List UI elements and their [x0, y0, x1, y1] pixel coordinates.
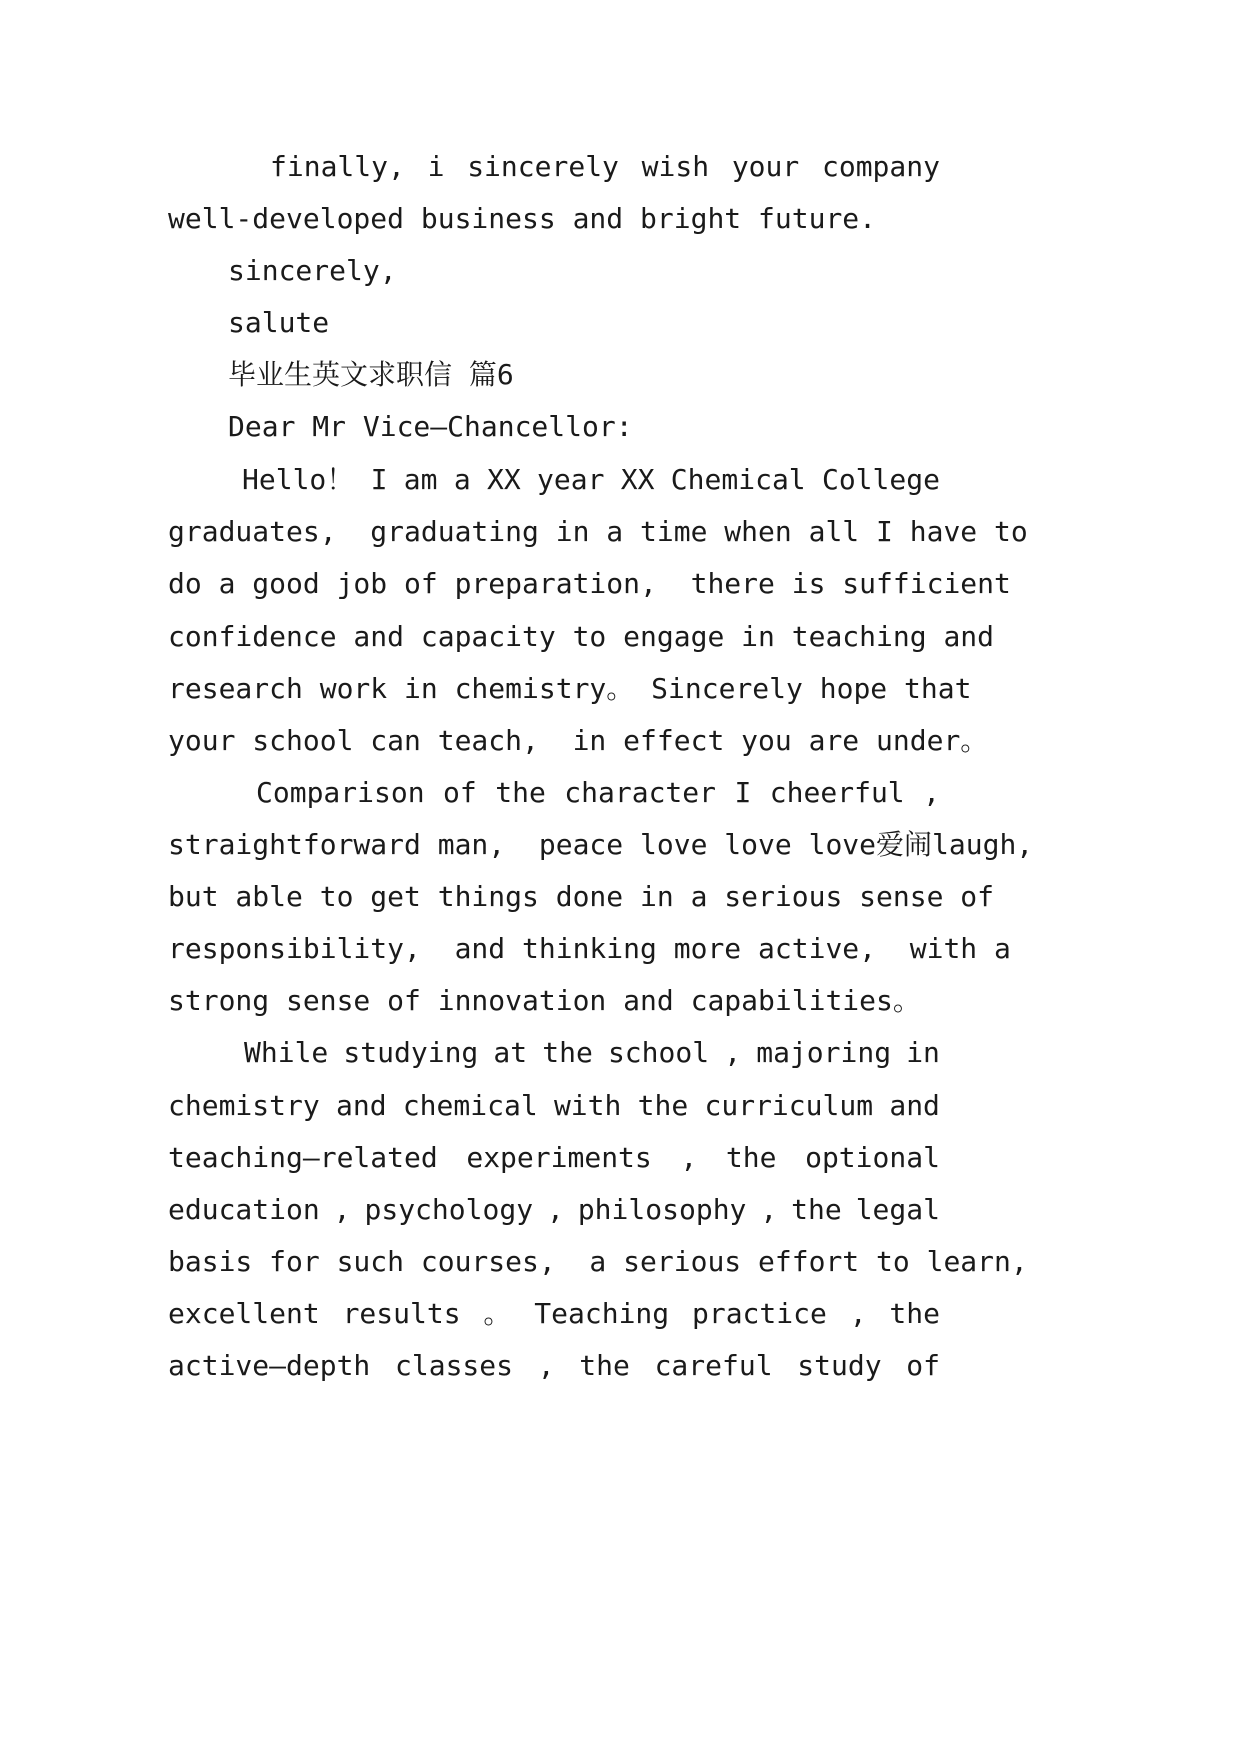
- word: ,: [724, 1036, 742, 1069]
- word: ,: [923, 776, 940, 809]
- para3-line5: strong sense of innovation and capabilities。: [168, 984, 921, 1017]
- word: chemistry: [168, 1089, 320, 1122]
- para4-line7: [168, 1346, 940, 1386]
- para3-line1: [256, 773, 940, 813]
- word: the: [495, 776, 546, 809]
- word: sincerely: [467, 150, 619, 183]
- word: XX: [486, 463, 521, 496]
- word: am: [403, 463, 438, 496]
- para4-line1: [244, 1033, 940, 1073]
- word: company: [821, 150, 940, 183]
- word: ,: [760, 1193, 778, 1226]
- word: Comparison: [256, 776, 425, 809]
- word: I: [370, 463, 388, 496]
- word: excellent: [168, 1297, 320, 1330]
- word: studying: [343, 1036, 479, 1069]
- word: with: [553, 1089, 622, 1122]
- para2-line1: [242, 460, 940, 500]
- word: philosophy: [577, 1193, 747, 1226]
- word: ,: [849, 1297, 867, 1330]
- word: College: [821, 463, 940, 496]
- word: year: [537, 463, 605, 496]
- word: of: [906, 1349, 940, 1382]
- word: majoring: [756, 1036, 892, 1069]
- word: the: [889, 1297, 940, 1330]
- para3-line3: but able to get things done in a serious sense of: [168, 880, 995, 913]
- word: Hello！: [242, 463, 355, 496]
- word: XX: [620, 463, 655, 496]
- word: psychology: [364, 1193, 534, 1226]
- word: the: [579, 1349, 630, 1382]
- word: at: [493, 1036, 528, 1069]
- para4-line6: [168, 1294, 940, 1334]
- word: cheerful: [769, 776, 905, 809]
- word: and: [335, 1089, 387, 1122]
- para2-line4: confidence and capacity to engage in teaching and: [168, 620, 995, 653]
- word: Teaching: [534, 1297, 670, 1330]
- word: classes: [395, 1349, 514, 1382]
- word: the: [637, 1089, 689, 1122]
- word: study: [797, 1349, 882, 1382]
- word: Chemical: [670, 463, 806, 496]
- word: practice: [691, 1297, 827, 1330]
- word: careful: [654, 1349, 773, 1382]
- word: finally,: [270, 150, 405, 183]
- word: legal: [855, 1193, 940, 1226]
- closing-sincerely: sincerely,: [228, 254, 397, 287]
- word: the: [791, 1193, 842, 1226]
- word: ,: [680, 1141, 698, 1174]
- word: ,: [537, 1349, 555, 1382]
- para4-line2: [168, 1086, 940, 1126]
- word: and: [889, 1089, 940, 1122]
- word: wish: [641, 150, 710, 183]
- word: school: [607, 1036, 710, 1069]
- section-heading: 毕业生英文求职信 篇6: [228, 358, 514, 391]
- para3-line2: straightforward man, peace love love love爱闹laugh,: [168, 828, 1034, 861]
- para4-line4: [168, 1190, 940, 1230]
- word: 。: [483, 1297, 512, 1330]
- word: the: [725, 1141, 777, 1174]
- para4-line3: [168, 1138, 940, 1178]
- word: a: [453, 463, 471, 496]
- word: i: [427, 150, 445, 183]
- salutation: Dear Mr Vice—Chancellor:: [228, 410, 633, 443]
- word: experiments: [466, 1141, 652, 1174]
- para2-line3: do a good job of preparation, there is sufficient: [168, 567, 1011, 600]
- para4-line5: basis for such courses, a serious effort to learn,: [168, 1245, 1028, 1278]
- word: optional: [805, 1141, 940, 1174]
- para2-line6: your school can teach, in effect you are under。: [168, 724, 989, 757]
- word: results: [342, 1297, 461, 1330]
- word: of: [443, 776, 477, 809]
- word: curriculum: [704, 1089, 874, 1122]
- para3-line4: responsibility, and thinking more active, with a: [168, 932, 1011, 965]
- word: chemical: [402, 1089, 538, 1122]
- closing-salute: salute: [228, 306, 330, 339]
- word: ,: [333, 1193, 351, 1226]
- word: I: [734, 776, 752, 809]
- word: your: [731, 150, 800, 183]
- word: While: [244, 1036, 329, 1069]
- para2-line2: graduates, graduating in a time when all I have to: [168, 515, 1028, 548]
- word: teaching—related: [168, 1141, 438, 1174]
- para1-line1: [270, 147, 940, 187]
- word: the: [542, 1036, 593, 1069]
- word: in: [906, 1036, 940, 1069]
- word: character: [564, 776, 716, 809]
- word: education: [168, 1193, 320, 1226]
- para1-line2: well-developed business and bright future.: [168, 202, 877, 235]
- word: ,: [547, 1193, 564, 1226]
- word: active—depth: [168, 1349, 371, 1382]
- para2-line5: research work in chemistry。 Sincerely hope that: [168, 672, 972, 705]
